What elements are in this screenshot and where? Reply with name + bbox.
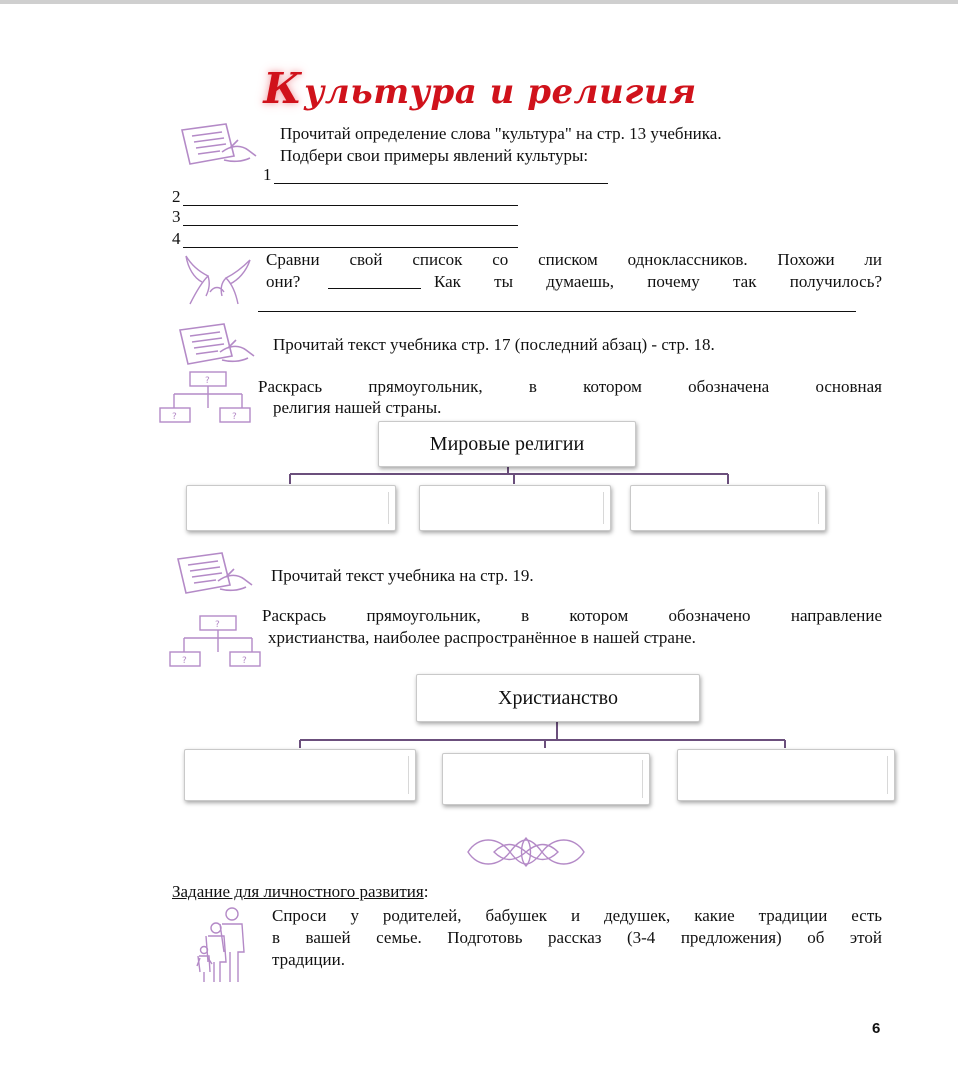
task5-instruction: Прочитай текст учебника на стр. 19. <box>271 566 534 585</box>
task6-instruction: Раскрась прямоугольник, в котором обозначено направление <box>262 606 882 625</box>
ornament-icon <box>464 834 588 870</box>
personal-task-line-1: Спроси у родителей, бабушек и дедушек, какие традиции есть <box>272 906 882 925</box>
title-initial: К <box>263 64 303 113</box>
religion-box-3[interactable] <box>630 485 826 531</box>
personal-task-line-3: традиции. <box>272 950 345 969</box>
hierarchy-icon-glyph: ? <box>205 376 210 386</box>
list-number-4: 4 <box>172 229 181 248</box>
task4-instruction-2: религия нашей страны. <box>273 398 442 417</box>
personal-task-line-2: в вашей семье. Подготовь рассказ (3-4 предложения) об этой <box>272 928 882 947</box>
task3-instruction: Прочитай текст учебника стр. 17 (последний абзац) - стр. 18. <box>273 335 715 354</box>
christianity-box-1[interactable] <box>184 749 416 801</box>
diagram-title-text: Мировые религии <box>429 432 585 455</box>
hierarchy-icon-glyph: ? <box>172 412 177 422</box>
religion-box-1[interactable] <box>186 485 396 531</box>
task1-instruction-2: Подбери свои примеры явлений культуры: <box>280 146 589 165</box>
hierarchy-icon-glyph: ? <box>242 656 247 666</box>
title-rest: ультура и религия <box>304 72 697 112</box>
christianity-box-3[interactable] <box>677 749 895 801</box>
list-number-3: 3 <box>172 207 181 226</box>
task2-instruction: Сравни свой список со списком одноклассников. Похожи ли <box>266 250 882 269</box>
task2-question-a: они? <box>266 272 301 291</box>
family-icon <box>194 906 258 984</box>
task6-instruction-2: христианства, наиболее распространённое в нашей стране. <box>268 628 696 647</box>
hierarchy-icon-glyph: ? <box>215 620 220 630</box>
list-number-1: 1 <box>263 165 272 184</box>
hierarchy-icon <box>168 614 268 670</box>
task2-question-b: Как ты думаешь, почему так получилось? <box>434 272 882 291</box>
page-number: 6 <box>872 1020 881 1037</box>
personal-heading-colon: : <box>423 882 429 901</box>
reading-icon <box>174 551 254 601</box>
diagram-title-text: Христианство <box>498 686 618 709</box>
task4-instruction: Раскрась прямоугольник, в котором обозначена основная <box>258 377 882 396</box>
task1-instruction: Прочитай определение слова "культура" на стр. 13 учебника. <box>280 124 722 143</box>
hierarchy-icon-glyph: ? <box>232 412 237 422</box>
list-number-2: 2 <box>172 187 181 206</box>
christianity-box-2[interactable] <box>442 753 650 805</box>
personal-heading: Задание для личностного развития: <box>172 882 429 901</box>
religion-box-2[interactable] <box>419 485 611 531</box>
diagram-title-world-religions <box>378 421 636 467</box>
diagram-title-christianity <box>416 674 700 722</box>
hierarchy-icon-glyph: ? <box>182 656 187 666</box>
